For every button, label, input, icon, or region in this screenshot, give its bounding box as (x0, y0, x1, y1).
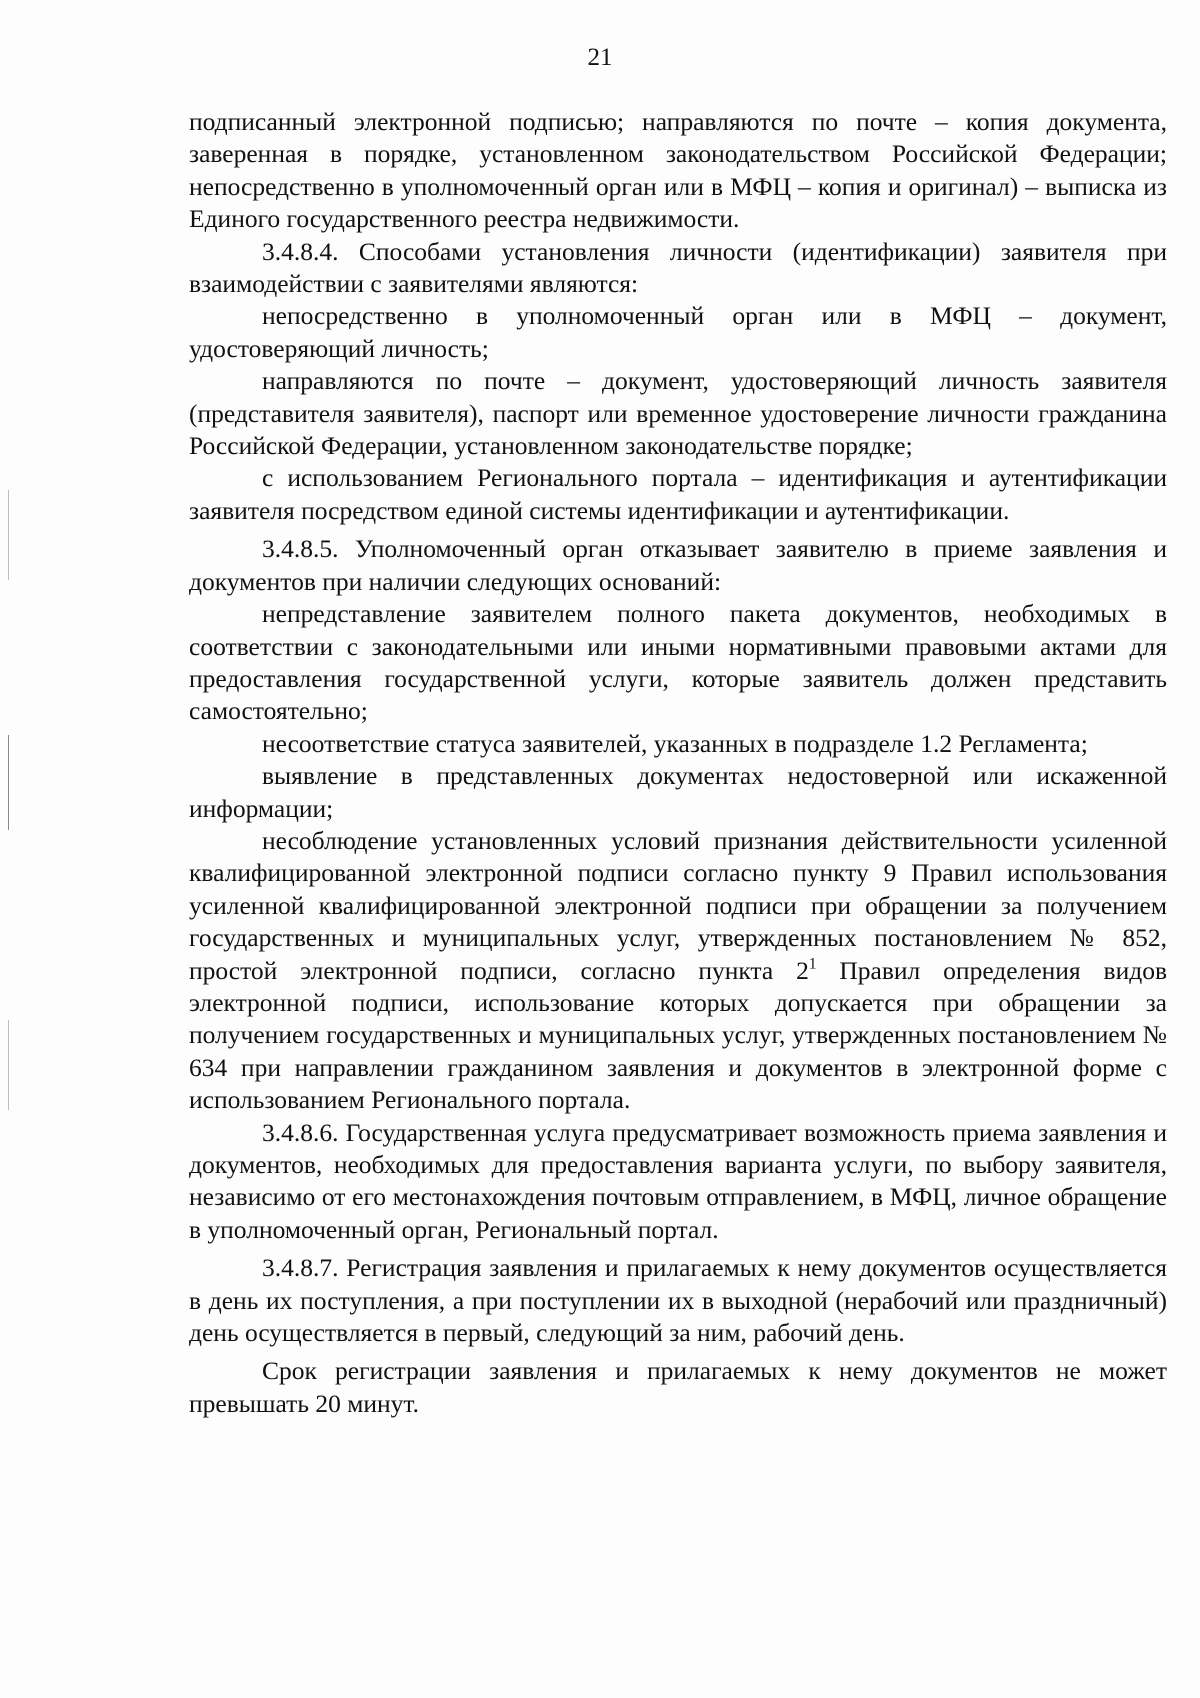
document-body (189, 106, 1167, 1420)
paragraph: 3.4.8.7. Регистрация заявления и прилагаемых к нему документов осуществляется в день их поступления, а при поступлении их в выходной (нерабочий или праздничный) день осуществляется в первый, следующий за ним, рабочий день. (189, 1253, 1167, 1348)
paragraph: подписанный электронной подписью; направляются по почте – копия документа, заверенная в порядке, установленном законодательством Российской Федерации; непосредственно в уполномоченный орган или в МФЦ – копия и оригинал) – выписка из Единого государственного реестра недвижимости. (189, 107, 1167, 234)
paragraph: непосредственно в уполномоченный орган или в МФЦ – документ, удостоверяющий личность; (189, 301, 1167, 363)
scan-artifact (8, 490, 9, 580)
scan-artifact (8, 1020, 9, 1110)
scan-artifact (8, 735, 9, 830)
paragraph (189, 825, 1167, 1117)
paragraph: 3.4.8.5. Уполномоченный орган отказывает заявителю в приеме заявления и документов при наличии следующих оснований: (189, 534, 1167, 596)
paragraph-text: Правил определения видов электронной подписи, использование которых допускается при обращении за получением государственных и муниципальных услуг, утвержденных постановлением № 634 при направлении гражданином заявления и документов в электронной форме с использованием Регионального портала. (189, 955, 1167, 1115)
paragraph: с использованием Регионального портала – идентификация и аутентификации заявителя посредством единой системы идентификации и аутентификации. (189, 463, 1167, 525)
paragraph: выявление в представленных документах недостоверной или искаженной информации; (189, 761, 1167, 823)
paragraph-text: несоблюдение установленных условий признания действительности усиленной квалифицированной электронной подписи согласно пункту 9 Правил использования усиленной квалифицированной электронной подписи при обращении за получением государственных и муниципальных услуг, утвержденных постановлением № 852, простой электронной подписи, согласно пункта 2 (189, 825, 1167, 985)
paragraph: направляются по почте – документ, удостоверяющий личность заявителя (представителя заявителя), паспорт или временное удостоверение личности гражданина Российской Федерации, установленном законодательстве порядке; (189, 366, 1167, 461)
paragraph: непредставление заявителем полного пакета документов, необходимых в соответствии с законодательными или иными нормативными правовыми актами для предоставления государственной услуги, которые заявитель должен представить самостоятельно; (189, 599, 1167, 726)
page-number: 21 (587, 44, 613, 71)
paragraph: 3.4.8.4. Способами установления личности (идентификации) заявителя при взаимодействии с заявителями являются: (189, 236, 1167, 299)
footnote-superscript: 1 (808, 954, 817, 972)
paragraph: 3.4.8.6. Государственная услуга предусматривает возможность приема заявления и документов, необходимых для предоставления варианта услуги, по выбору заявителя, независимо от его местонахождения почтовым отправлением, в МФЦ, личное обращение в уполномоченный орган, Региональный портал. (189, 1117, 1167, 1244)
paragraph: несоответствие статуса заявителей, указанных в подразделе 1.2 Регламента; (262, 728, 1088, 758)
paragraph: Срок регистрации заявления и прилагаемых к нему документов не может превышать 20 минут. (189, 1356, 1167, 1418)
